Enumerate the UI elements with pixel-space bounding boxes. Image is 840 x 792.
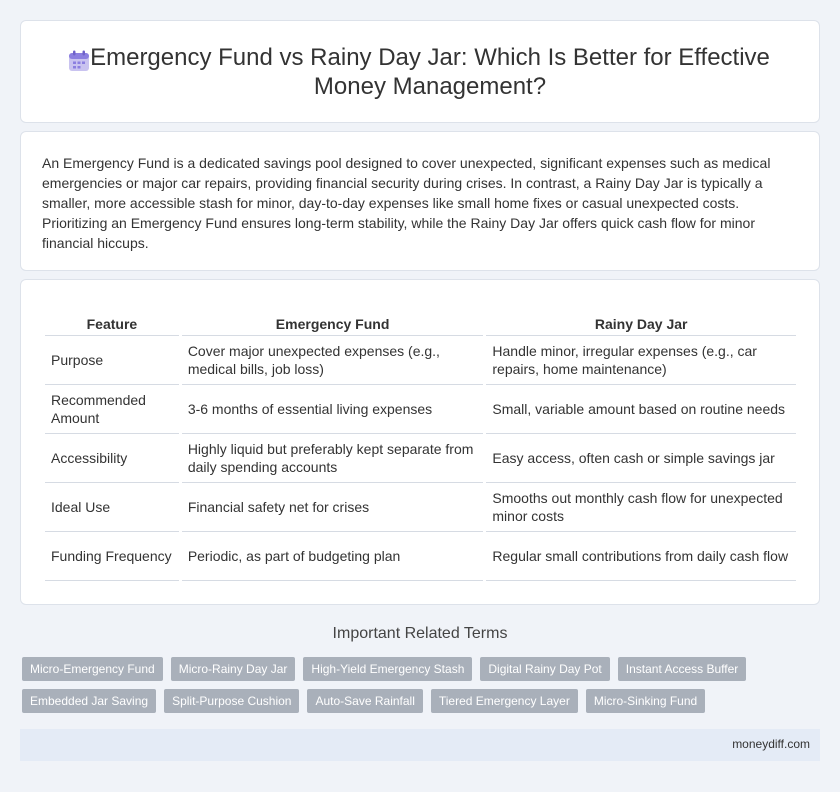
tag-auto-save-rainfall[interactable]: Auto-Save Rainfall — [307, 689, 422, 713]
tag-instant-access-buffer[interactable]: Instant Access Buffer — [618, 657, 747, 681]
tag-row — [22, 657, 822, 681]
tag-embedded-jar-saving[interactable]: Embedded Jar Saving — [22, 689, 156, 713]
tag-digital-rainy-day-pot[interactable]: Digital Rainy Day Pot — [480, 657, 609, 681]
feature-cell: Purpose — [45, 336, 179, 385]
rainy-day-jar-cell: Handle minor, irregular expenses (e.g., car repairs, home maintenance) — [486, 336, 796, 385]
tag-high-yield-emergency-stash[interactable]: High-Yield Emergency Stash — [303, 657, 472, 681]
tag-micro-sinking-fund[interactable]: Micro-Sinking Fund — [586, 689, 705, 713]
rainy-day-jar-cell: Regular small contributions from daily cash flow — [486, 532, 796, 581]
tag-micro-emergency-fund[interactable]: Micro-Emergency Fund — [22, 657, 163, 681]
table-row — [45, 385, 796, 434]
feature-cell: Funding Frequency — [45, 532, 179, 581]
intro-card — [20, 131, 820, 271]
emergency-fund-cell: Highly liquid but preferably kept separate from daily spending accounts — [182, 434, 484, 483]
emergency-fund-cell: Periodic, as part of budgeting plan — [182, 532, 484, 581]
feature-cell: Ideal Use — [45, 483, 179, 532]
related-terms-list — [22, 657, 822, 721]
comparison-card — [20, 279, 820, 605]
feature-cell: Accessibility — [45, 434, 179, 483]
rainy-day-jar-cell: Easy access, often cash or simple savings jar — [486, 434, 796, 483]
table-row — [45, 434, 796, 483]
header-feature: Feature — [45, 313, 179, 336]
header-rainy-day-jar: Rainy Day Jar — [486, 313, 796, 336]
related-terms-heading: Important Related Terms — [332, 625, 508, 642]
header-emergency-fund: Emergency Fund — [182, 313, 484, 336]
emergency-fund-cell: Financial safety net for crises — [182, 483, 484, 532]
title-card — [20, 20, 820, 123]
page-title: Emergency Fund vs Rainy Day Jar: Which Is Better for Effective Money Management? — [90, 44, 770, 100]
intro-paragraph: An Emergency Fund is a dedicated savings pool designed to cover unexpected, significant expenses such as medical emergencies or major car repairs, providing financial security during crises. In contrast, a Rainy Day Jar is typically a smaller, more accessible stash for minor, day-to-day expenses like small home fixes or casual unexpected costs. Prioritizing an Emergency Fund ensures long-term stability, while the Rainy Day Jar offers quick cash flow for minor financial hiccups. — [42, 155, 771, 251]
footer — [20, 729, 820, 761]
tag-micro-rainy-day-jar[interactable]: Micro-Rainy Day Jar — [171, 657, 296, 681]
table-row — [45, 483, 796, 532]
tag-split-purpose-cushion[interactable]: Split-Purpose Cushion — [164, 689, 299, 713]
table-header-row — [45, 313, 796, 336]
tag-tiered-emergency-layer[interactable]: Tiered Emergency Layer — [431, 689, 578, 713]
table-row — [45, 336, 796, 385]
table-row — [45, 532, 796, 581]
tag-row — [22, 689, 822, 713]
emergency-fund-cell: Cover major unexpected expenses (e.g., medical bills, job loss) — [182, 336, 484, 385]
footer-site-link[interactable]: moneydiff.com — [732, 737, 810, 751]
feature-cell: Recommended Amount — [45, 385, 179, 434]
rainy-day-jar-cell: Small, variable amount based on routine needs — [486, 385, 796, 434]
emergency-fund-cell: 3-6 months of essential living expenses — [182, 385, 484, 434]
rainy-day-jar-cell: Smooths out monthly cash flow for unexpected minor costs — [486, 483, 796, 532]
comparison-table — [42, 313, 799, 581]
